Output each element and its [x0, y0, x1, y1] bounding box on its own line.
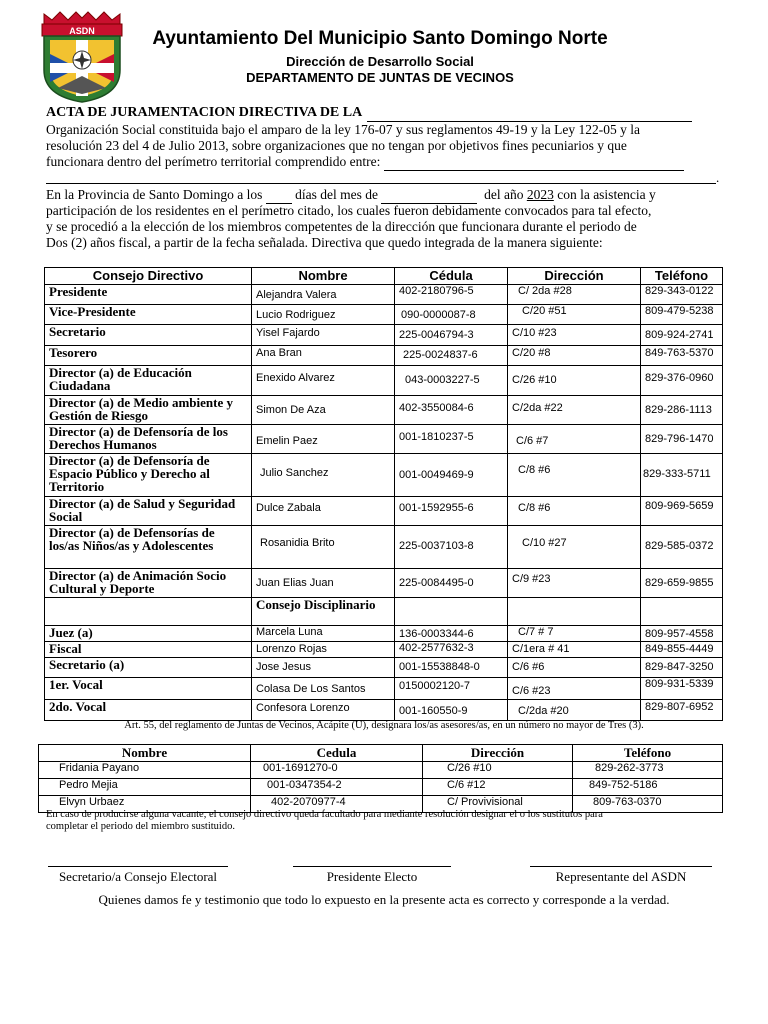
nombre-cell: Fridania Payano — [39, 762, 251, 779]
vacancy-note-line-2: completar el periodo del miembro sustituido. — [46, 821, 235, 832]
telefono-cell: 809-957-4558 — [641, 626, 723, 642]
direccion-cell: C/2da #20 — [508, 700, 641, 721]
intro-line-2: resolución 23 del 4 de Julio 2013, sobre organizaciones que no tengan por objetivos fines pecuniarios y que — [46, 138, 627, 153]
cedula-cell: 001-0049469-9 — [395, 454, 508, 497]
telefono-cell: 809-969-5659 — [641, 497, 723, 526]
col-nombre: Nombre — [39, 745, 251, 762]
direccion-cell: C/1era # 41 — [508, 642, 641, 658]
cargo-cell: 1er. Vocal — [45, 678, 252, 700]
table-row — [45, 642, 723, 658]
cedula-cell: 225-0084495-0 — [395, 569, 508, 598]
cedula-cell: 001-1592955-6 — [395, 497, 508, 526]
nombre-cell: Pedro Mejia — [39, 779, 251, 796]
telefono-cell: 829-847-3250 — [641, 658, 723, 678]
day-blank — [266, 187, 292, 204]
direccion-cell: C/9 #23 — [508, 569, 641, 598]
cedula-cell: 043-0003227-5 — [395, 366, 508, 396]
table-row — [39, 762, 723, 779]
department-title: DEPARTAMENTO DE JUNTAS DE VECINOS — [246, 70, 514, 85]
page-title: Ayuntamiento Del Municipio Santo Domingo Norte — [152, 28, 608, 49]
article-note: Art. 55, del reglamento de Juntas de Vecinos, Acápite (U), designara los/as asesores/as, en un número no mayor de Tres (3). — [124, 720, 644, 731]
table-row — [45, 454, 723, 497]
province-text-1: En la Provincia de Santo Domingo a los — [46, 187, 263, 202]
table-row — [45, 569, 723, 598]
nombre-cell: Ana Bran — [252, 346, 395, 366]
empty-cell — [641, 598, 723, 626]
telefono-cell: 829-333-5711 — [641, 454, 723, 497]
table-row — [39, 779, 723, 796]
telefono-cell: 829-585-0372 — [641, 526, 723, 569]
direccion-cell: C/10 #23 — [508, 325, 641, 346]
asdn-logo — [38, 10, 126, 104]
direccion-cell: C/8 #6 — [508, 497, 641, 526]
cedula-cell: 0150002120-7 — [395, 678, 508, 700]
cedula-cell: 402-2577632-3 — [395, 642, 508, 658]
signature-line-secretario — [48, 866, 228, 867]
province-text-4: con la asistencia y — [557, 187, 656, 202]
nombre-cell: Lorenzo Rojas — [252, 642, 395, 658]
table-row — [45, 305, 723, 325]
nombre-cell: Rosanidia Brito — [252, 526, 395, 569]
cargo-cell: Juez (a) — [45, 626, 252, 642]
empty-cell — [395, 598, 508, 626]
cedula-cell: 402-2180796-5 — [395, 285, 508, 305]
table-row — [45, 285, 723, 305]
subheader-row — [45, 598, 723, 626]
nombre-cell: Marcela Luna — [252, 626, 395, 642]
nombre-cell: Jose Jesus — [252, 658, 395, 678]
cargo-cell: Director (a) de Defensoría de los Derechos Humanos — [45, 425, 252, 454]
table-row — [45, 497, 723, 526]
cedula-cell: 001-160550-9 — [395, 700, 508, 721]
empty-cell — [508, 598, 641, 626]
intro-line-1: Organización Social constituida bajo el amparo de la ley 176-07 y sus reglamentos 49-19 y la Ley 122-05 y la — [46, 122, 640, 137]
province-line-1 — [46, 187, 722, 204]
telefono-cell: 809-924-2741 — [641, 325, 723, 346]
cargo-cell: Secretario — [45, 325, 252, 346]
cargo-cell: Secretario (a) — [45, 658, 252, 678]
signature-line-presidente — [293, 866, 451, 867]
telefono-cell: 849-855-4449 — [641, 642, 723, 658]
direccion-cell: C/26 #10 — [423, 762, 573, 779]
cargo-cell: Fiscal — [45, 642, 252, 658]
cedula-cell: 225-0024837-6 — [395, 346, 508, 366]
directive-table-header — [45, 268, 723, 285]
table-row — [45, 626, 723, 642]
telefono-cell: 829-262-3773 — [573, 762, 723, 779]
intro-line-3 — [46, 154, 722, 171]
direccion-cell: C/6 #12 — [423, 779, 573, 796]
col-cedula: Cedula — [251, 745, 423, 762]
telefono-cell: 829-659-9855 — [641, 569, 723, 598]
signature-line-representante — [530, 866, 712, 867]
month-blank — [381, 187, 477, 204]
col-nombre: Nombre — [252, 268, 395, 285]
telefono-cell: 849-763-5370 — [641, 346, 723, 366]
cargo-cell: Director (a) de Defensoría de Espacio Público y Derecho al Territorio — [45, 454, 252, 497]
direccion-cell: C/20 #8 — [508, 346, 641, 366]
acta-heading — [46, 105, 722, 122]
directive-table — [44, 267, 723, 721]
cedula-cell: 001-1810237-5 — [395, 425, 508, 454]
cedula-cell: 225-0046794-3 — [395, 325, 508, 346]
col-direccion: Dirección — [508, 268, 641, 285]
closing-statement: Quienes damos fe y testimonio que todo lo expuesto en la presente acta es correcto y corresponde a la verdad. — [98, 892, 670, 907]
advisors-table — [38, 744, 723, 813]
table-row — [45, 325, 723, 346]
table-row — [45, 396, 723, 425]
nombre-cell: Dulce Zabala — [252, 497, 395, 526]
cargo-cell: Director (a) de Defensorías de los/as Niños/as y Adolescentes — [45, 526, 252, 569]
table-row — [45, 425, 723, 454]
signature-label-representante: Representante del ASDN — [555, 869, 687, 884]
direccion-cell: C/6 #23 — [508, 678, 641, 700]
province-text-3: del año — [484, 187, 524, 202]
direccion-cell: C/2da #22 — [508, 396, 641, 425]
province-text-2: días del mes de — [295, 187, 378, 202]
telefono-cell: 829-343-0122 — [641, 285, 723, 305]
signature-label-secretario: Secretario/a Consejo Electoral — [58, 869, 218, 884]
direccion-cell: C/8 #6 — [508, 454, 641, 497]
col-consejo-directivo: Consejo Directivo — [45, 268, 252, 285]
nombre-cell: Confesora Lorenzo — [252, 700, 395, 721]
telefono-cell: 809-479-5238 — [641, 305, 723, 325]
cedula-cell: 001-15538848-0 — [395, 658, 508, 678]
table-row — [45, 346, 723, 366]
intro-line-3-text: funcionara dentro del perímetro territorial comprendido entre: — [46, 154, 381, 169]
telefono-cell: 829-376-0960 — [641, 366, 723, 396]
direccion-cell: C/6 #6 — [508, 658, 641, 678]
table-row — [45, 366, 723, 396]
direccion-cell: C/7 # 7 — [508, 626, 641, 642]
table-row — [45, 526, 723, 569]
perimeter-line-2 — [46, 183, 716, 184]
col-cedula: Cédula — [395, 268, 508, 285]
nombre-cell: Enexido Alvarez — [252, 366, 395, 396]
direccion-cell: C/26 #10 — [508, 366, 641, 396]
cedula-cell: 001-0347354-2 — [251, 779, 423, 796]
cargo-cell: Presidente — [45, 285, 252, 305]
page-subtitle: Dirección de Desarrollo Social — [286, 54, 474, 69]
advisors-table-header — [39, 745, 723, 762]
telefono-cell: 849-752-5186 — [573, 779, 723, 796]
cargo-cell: Director (a) de Educación Ciudadana — [45, 366, 252, 396]
table-row — [45, 658, 723, 678]
col-telefono: Teléfono — [641, 268, 723, 285]
direccion-cell: C/10 #27 — [508, 526, 641, 569]
empty-cell — [45, 598, 252, 626]
logo-text: ASDN — [69, 26, 95, 36]
telefono-cell: 809-763-0370 — [573, 796, 723, 813]
direccion-cell: C/ Provivisional — [423, 796, 573, 813]
nombre-cell: Colasa De Los Santos — [252, 678, 395, 700]
nombre-cell: Elvyn Urbaez — [39, 796, 251, 813]
consejo-disciplinario-heading: Consejo Disciplinario — [252, 598, 395, 626]
cargo-cell: Director (a) de Salud y Seguridad Social — [45, 497, 252, 526]
cedula-cell: 001-1691270-0 — [251, 762, 423, 779]
province-line-4: Dos (2) años fiscal, a partir de la fecha señalada. Directiva que quedo integrada de la manera siguiente: — [46, 235, 603, 250]
vacancy-note — [46, 809, 722, 833]
province-line-2: participación de los residentes en el perímetro citado, los cuales fueron debidamente convocados para tal efecto, — [46, 203, 652, 218]
perimeter-line — [384, 154, 684, 171]
end-dot: . — [716, 170, 720, 185]
cedula-cell: 090-0000087-8 — [395, 305, 508, 325]
vacancy-note-line-1: En caso de producirse alguna vacante, el consejo directivo queda facultado para mediante resolución designar el o los sustitutos para — [46, 809, 603, 820]
nombre-cell: Alejandra Valera — [252, 285, 395, 305]
nombre-cell: Simon De Aza — [252, 396, 395, 425]
organization-name-line — [367, 105, 692, 122]
col-direccion: Dirección — [423, 745, 573, 762]
telefono-cell: 829-796-1470 — [641, 425, 723, 454]
cargo-cell: Tesorero — [45, 346, 252, 366]
cargo-cell: Vice-Presidente — [45, 305, 252, 325]
direccion-cell: C/20 #51 — [508, 305, 641, 325]
telefono-cell: 829-286-1113 — [641, 396, 723, 425]
nombre-cell: Lucio Rodriguez — [252, 305, 395, 325]
direccion-cell: C/6 #7 — [508, 425, 641, 454]
telefono-cell: 809-931-5339 — [641, 678, 723, 700]
cargo-cell: Director (a) de Medio ambiente y Gestión de Riesgo — [45, 396, 252, 425]
province-line-3: y se procedió a la elección de los miembros competentes de la dirección que funcionara durante el periodo de — [46, 219, 637, 234]
nombre-cell: Emelin Paez — [252, 425, 395, 454]
col-telefono: Teléfono — [573, 745, 723, 762]
cargo-cell: 2do. Vocal — [45, 700, 252, 721]
nombre-cell: Yisel Fajardo — [252, 325, 395, 346]
nombre-cell: Juan Elias Juan — [252, 569, 395, 598]
cedula-cell: 402-3550084-6 — [395, 396, 508, 425]
cedula-cell: 136-0003344-6 — [395, 626, 508, 642]
cargo-cell: Director (a) de Animación Socio Cultural y Deporte — [45, 569, 252, 598]
table-row — [45, 678, 723, 700]
direccion-cell: C/ 2da #28 — [508, 285, 641, 305]
nombre-cell: Julio Sanchez — [252, 454, 395, 497]
acta-heading-text: ACTA DE JURAMENTACION DIRECTIVA DE LA — [46, 105, 362, 120]
telefono-cell: 829-807-6952 — [641, 700, 723, 721]
cedula-cell: 225-0037103-8 — [395, 526, 508, 569]
signature-label-presidente: Presidente Electo — [326, 869, 418, 884]
cedula-cell: 402-2070977-4 — [251, 796, 423, 813]
table-row — [45, 700, 723, 721]
year-value: 2023 — [526, 187, 554, 202]
